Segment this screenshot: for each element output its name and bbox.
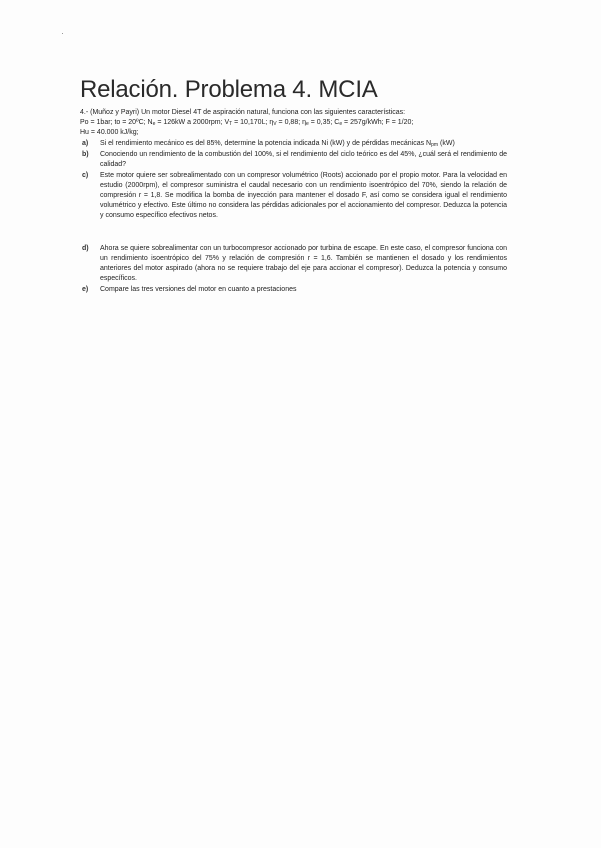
param-subscript: T <box>229 121 233 127</box>
question-subscript: pm <box>431 142 439 148</box>
statement-line-1: 4.- (Muñoz y Payri) Un motor Diesel 4T de aspiración natural, funciona con las siguientes características: <box>80 109 406 116</box>
problem-body <box>80 108 507 296</box>
param-text: = 257g/kWh; F = 1/20; <box>342 119 414 126</box>
param-subscript: e <box>152 121 156 127</box>
question-text: Compare las tres versiones del motor en cuanto a prestaciones <box>100 286 297 293</box>
question-text-part: (kW) <box>438 140 455 147</box>
question-text: Ahora se quiere sobrealimentar con un turbocompresor accionado por turbina de escape. En este caso, el compresor funciona con un rendimiento isoentrópico del 75% y relación de compresión r = 1,6. También se mantienen el dosado y los rendimientos anteriores del motor aspirado (ahora no se requiere trabajo del eje para accionar el compresor). Deduzca la potencia y consumo específicos. <box>100 245 507 282</box>
param-subscript: e <box>306 121 309 127</box>
spacer <box>80 222 507 244</box>
param-text: Po = 1bar; to = 20ºC; N <box>80 119 153 126</box>
question-label: e) <box>82 286 89 293</box>
question-item-d <box>80 244 507 284</box>
question-item-a <box>80 139 507 149</box>
param-subscript: e <box>339 121 343 127</box>
question-list <box>80 139 507 295</box>
statement-line-3: Hu = 40.000 kJ/kg; <box>80 129 139 136</box>
param-text: = 0,88; η <box>276 119 306 126</box>
question-text: Conociendo un rendimiento de la combustión del 100%, si el rendimiento del ciclo teórico es del 45%, ¿cuál será el rendimiento de calidad? <box>100 151 507 168</box>
question-text-part: Si el rendimiento mecánico es del 85%, determine la potencia indicada Ni (kW) y de pérdidas mecánicas N <box>100 140 432 147</box>
question-label: a) <box>82 140 89 147</box>
page-title: Relación. Problema 4. MCIA <box>80 76 378 103</box>
question-text: Este motor quiere ser sobrealimentado con un compresor volumétrico (Roots) accionado por el propio motor. Para la velocidad en estudio (2000rpm), el compresor suministra el caudal necesario con un rendimiento isoentrópico del 70%, siendo la relación de compresión r = 1,8. Se modifica la bomba de inyección para mantener el dosado F, así como se considera igual el rendimiento volumétrico y efectivo. Este último no considera las pérdidas adicionales por el accionamiento del compresor. Deduzca la potencia y consumo específico efectivos netos. <box>100 172 507 219</box>
statement-line-2 <box>80 119 413 126</box>
question-text <box>100 139 507 149</box>
question-item-e <box>80 285 507 295</box>
param-text: = 126kW a 2000rpm; V <box>155 119 230 126</box>
problem-statement <box>80 108 507 138</box>
param-text: = 10,170L; η <box>232 119 274 126</box>
question-item-b <box>80 150 507 170</box>
scan-speck <box>62 33 63 34</box>
param-subscript: V <box>273 121 277 127</box>
question-label: d) <box>82 245 89 252</box>
param-text: = 0,35; C <box>308 119 340 126</box>
question-item-c <box>80 171 507 221</box>
question-label: c) <box>82 172 89 179</box>
question-label: b) <box>82 151 89 158</box>
